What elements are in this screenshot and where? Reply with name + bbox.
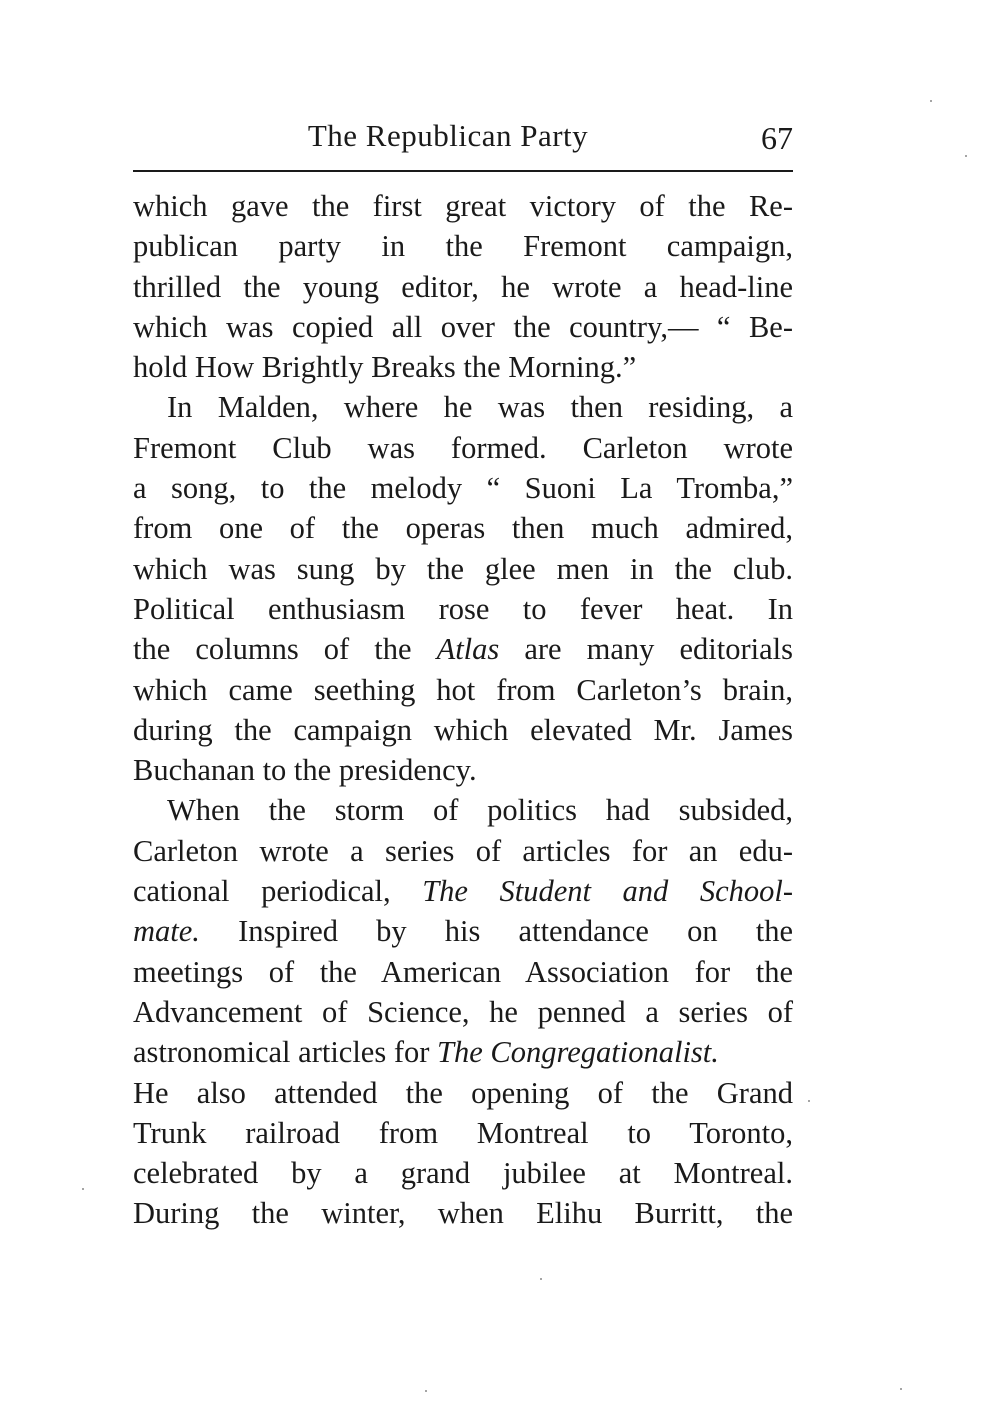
scan-speck bbox=[808, 1100, 810, 1102]
text-line: During the winter, when Elihu Burritt, the bbox=[133, 1196, 793, 1231]
text-line: which gave the first great victory of the Re- bbox=[133, 189, 793, 223]
text-line: meetings of the American Association for the bbox=[133, 954, 793, 989]
text-run: cational periodical, bbox=[133, 874, 423, 909]
text-run: Inspired by his attendance on the bbox=[199, 914, 793, 949]
paragraph-1 bbox=[133, 186, 793, 387]
text-line bbox=[133, 871, 793, 911]
text-line: hold How Brightly Breaks the Morning.” bbox=[133, 350, 637, 385]
text-line: a song, to the melody “ Suoni La Tromba,” bbox=[133, 471, 793, 506]
text-line bbox=[133, 629, 793, 669]
header-rule bbox=[133, 170, 793, 172]
text-line: He also attended the opening of the Grand bbox=[133, 1075, 793, 1110]
text-line: from one of the operas then much admired, bbox=[133, 511, 793, 546]
text-line: celebrated by a grand jubilee at Montreal. bbox=[133, 1156, 793, 1191]
text-line: In Malden, where he was then residing, a bbox=[167, 390, 793, 425]
text-line: Carleton wrote a series of articles for an edu- bbox=[133, 833, 793, 868]
italic-title-student-cont: mate. bbox=[133, 914, 200, 949]
text-run: the columns of the bbox=[133, 632, 437, 667]
text-line: Buchanan to the presidency. bbox=[133, 753, 477, 788]
italic-title-atlas: Atlas bbox=[436, 632, 500, 667]
text-line: Trunk railroad from Montreal to Toronto, bbox=[133, 1115, 793, 1150]
paragraph-2 bbox=[133, 387, 793, 790]
text-line: Advancement of Science, he penned a series of bbox=[133, 994, 793, 1029]
page-number: 67 bbox=[761, 120, 793, 156]
paragraph-3 bbox=[133, 790, 793, 1233]
running-title: The Republican Party bbox=[307, 118, 589, 153]
running-head bbox=[133, 118, 793, 164]
text-line: Fremont Club was formed. Carleton wrote bbox=[133, 430, 793, 465]
scan-speck bbox=[900, 1388, 902, 1390]
text-run: astronomical articles for bbox=[133, 1035, 438, 1070]
scan-speck bbox=[425, 1390, 427, 1392]
text-line: When the storm of politics had subsided, bbox=[167, 793, 793, 828]
scan-speck bbox=[930, 100, 932, 102]
text-line bbox=[133, 1032, 793, 1072]
text-run: are many editorials bbox=[499, 632, 793, 667]
text-line: during the campaign which elevated Mr. James bbox=[133, 712, 793, 747]
scan-speck bbox=[965, 155, 967, 157]
text-line: publican party in the Fremont campaign, bbox=[133, 229, 793, 264]
text-line: thrilled the young editor, he wrote a head-line bbox=[133, 269, 793, 304]
text-line: Political enthusiasm rose to fever heat. In bbox=[133, 591, 793, 626]
italic-title-student: The Student and School- bbox=[422, 874, 793, 909]
text-line: which came seething hot from Carleton’s brain, bbox=[133, 672, 793, 707]
italic-title-congregationalist: The Congregationalist. bbox=[437, 1035, 719, 1070]
scan-speck bbox=[82, 1188, 84, 1190]
text-line bbox=[133, 911, 793, 951]
text-line: which was sung by the glee men in the club. bbox=[133, 551, 793, 586]
body-text bbox=[133, 186, 793, 1234]
text-line: which was copied all over the country,— “ Be- bbox=[133, 309, 793, 344]
scan-speck bbox=[540, 1278, 542, 1280]
